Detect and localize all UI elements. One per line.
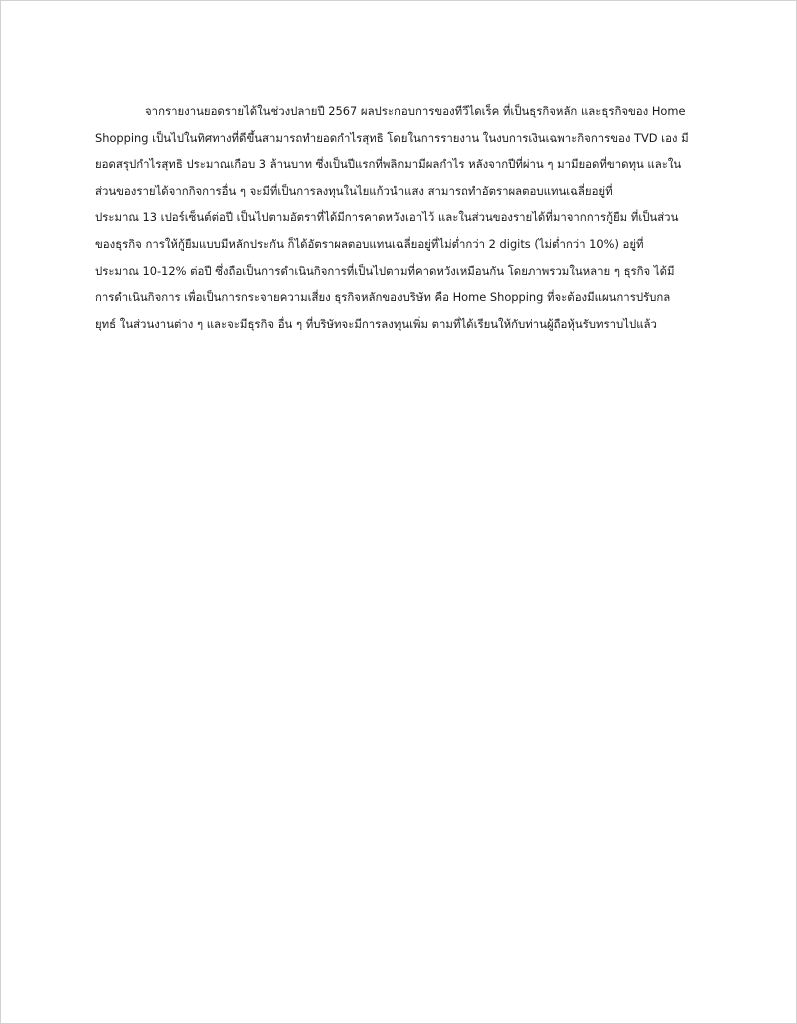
paragraph-line-7: ประมาณ 10-12% ต่อปี ซึ่งถือเป็นการดำเนินกิจการที่เป็นไปตามที่คาดหวังเหมือนกัน โดยภาพรวมในหลาย ๆ ธุรกิจ ได้มี: [95, 263, 675, 278]
paragraph-line-8: การดำเนินกิจการ เพื่อเป็นการกระจายความเสี่ยง ธุรกิจหลักของบริษัท คือ Home Shopping ที่จะต้องมีแผนการปรับกล: [95, 290, 671, 305]
body-paragraph: [95, 98, 695, 337]
paragraph-line-9: ยุทธ์ ในส่วนงานต่าง ๆ และจะมีธุรกิจ อื่น ๆ ที่บริษัทจะมีการลงทุนเพิ่ม ตามที่ได้เรียนให้กับท่านผู้ถือหุ้นรับทราบไปแล้ว: [95, 316, 657, 331]
paragraph-line-6: ของธุรกิจ การให้กู้ยืมแบบมีหลักประกัน ก็ได้อัตราผลตอบแทนเฉลี่ยอยู่ที่ไม่ต่ำกว่า 2 digits (ไม่ต่ำกว่า 10%) อยู่ที่: [95, 236, 644, 251]
paragraph-line-5: ประมาณ 13 เปอร์เซ็นต์ต่อปี เป็นไปตามอัตราที่ได้มีการคาดหวังเอาไว้ และในส่วนของรายได้ที่มาจากการกู้ยืม ที่เป็นส่วน: [95, 210, 679, 225]
paragraph-line-3: ยอดสรุปกำไรสุทธิ ประมาณเกือบ 3 ล้านบาท ซึ่งเป็นปีแรกที่พลิกมามีผลกำไร หลังจากปีที่ผ่าน ๆ มามียอดที่ขาดทุน และใน: [95, 157, 682, 172]
paragraph-line-4: ส่วนของรายได้จากกิจการอื่น ๆ จะมีที่เป็นการลงทุนในไยแก้วนำแสง สามารถทำอัตราผลตอบแทนเฉลี่ยอยู่ที่: [95, 183, 613, 198]
paragraph-line-1: จากรายงานยอดรายได้ในช่วงปลายปี 2567 ผลประกอบการของทีวีไดเร็ค ที่เป็นธุรกิจหลัก และธุรกิจของ Home: [145, 104, 686, 118]
paragraph-line-2: Shopping เป็นไปในทิศทางที่ดีขึ้นสามารถทำยอดกำไรสุทธิ โดยในการรายงาน ในงบการเงินเฉพาะกิจการของ TVD เอง มี: [95, 130, 689, 145]
